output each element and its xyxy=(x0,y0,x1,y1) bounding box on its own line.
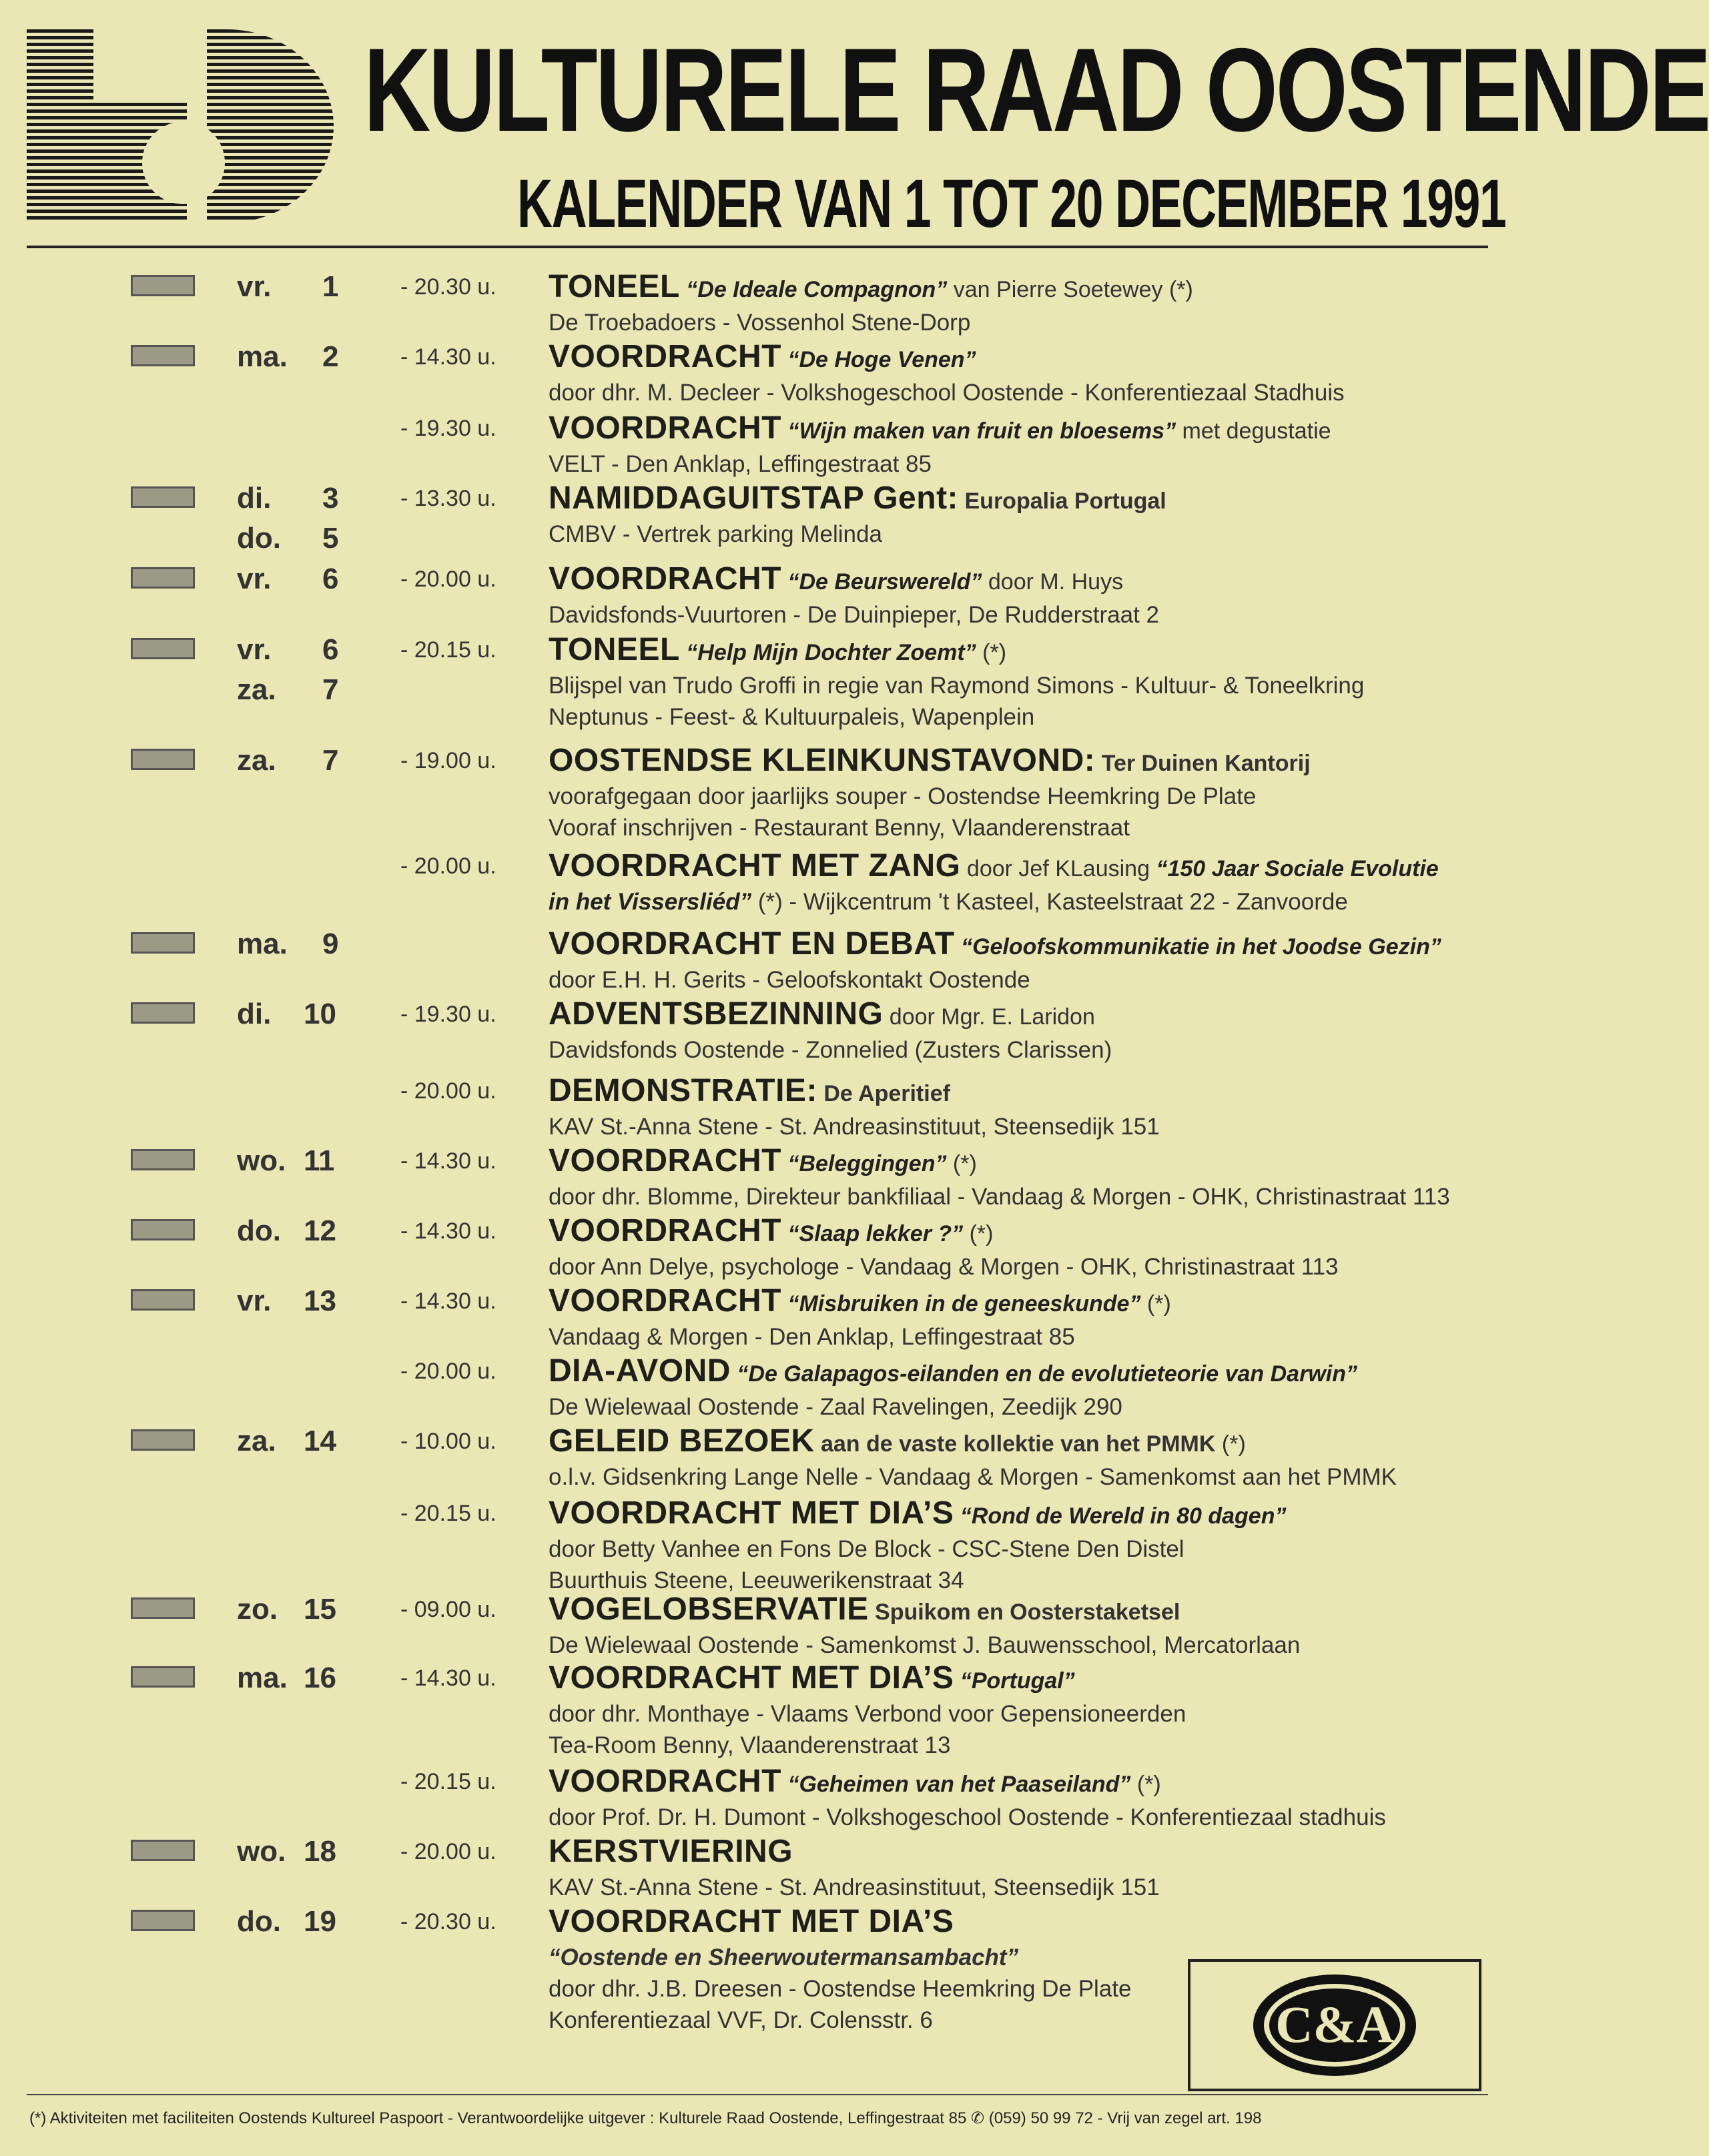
entry-date: 7 xyxy=(322,744,339,777)
entry-category: VOORDRACHT EN DEBAT xyxy=(549,926,955,962)
entry-weekday: di. xyxy=(237,482,272,514)
entry-extra: door Mgr. E. Laridon xyxy=(883,1004,1095,1030)
entry-date: 16 xyxy=(304,1662,336,1694)
entry-weekday: ma. xyxy=(237,928,288,960)
entry-detail: voorafgegaan door jaarlijks souper - Oostendse Heemkring De Plate xyxy=(549,783,1257,809)
entry-time: - 20.00 u. xyxy=(400,567,496,592)
entry-time: - 20.15 u. xyxy=(400,1769,496,1794)
entry-heading xyxy=(549,267,1193,310)
entry-extra: (*) xyxy=(946,1151,977,1176)
entry-heading xyxy=(549,559,1123,602)
entry-detail: door dhr. Blomme, Direkteur bankfiliaal - Vandaag & Morgen - OHK, Christinastraat 113 xyxy=(549,1184,1450,1210)
page-subtitle: KALENDER VAN 1 TOT 20 DECEMBER 1991 xyxy=(517,165,1506,242)
footer-note: (*) Aktiviteiten met faciliteiten Oostends Kultureel Paspoort - Verantwoordelijke uitgever : Kulturele Raad Oostende, Leffingestraat 85 ✆ (059) 50 99 72 - Vrij van zegel art. 198 xyxy=(29,2109,1262,2127)
entry-category: OOSTENDSE KLEINKUNSTAVOND: xyxy=(549,743,1096,778)
entry-time: - 19.00 u. xyxy=(400,748,496,773)
svg-text:C&A: C&A xyxy=(1275,1995,1394,2053)
entry-detail: KAV St.-Anna Stene - St. Andreasinstituut, Steensedijk 151 xyxy=(549,1114,1160,1140)
entry-weekday: za. xyxy=(237,744,276,777)
entry-detail: VELT - Den Anklap, Leffingestraat 85 xyxy=(549,451,932,477)
entry-weekday: zo. xyxy=(237,1593,278,1626)
date-marker-box xyxy=(131,1597,195,1619)
entry-heading xyxy=(549,1281,1171,1324)
entry-detail: door dhr. J.B. Dreesen - Oostendse Heemkring De Plate xyxy=(549,1976,1132,2002)
entry-speaker: door Jef KLausing xyxy=(960,856,1156,881)
entry-weekday: vr. xyxy=(237,563,272,595)
entry-detail: door Ann Delye, psychologe - Vandaag & Morgen - OHK, Christinastraat 113 xyxy=(549,1254,1339,1280)
entry-time: - 09.00 u. xyxy=(400,1597,496,1622)
entry-heading xyxy=(549,408,1331,451)
entry-extra: met degustatie xyxy=(1176,418,1331,444)
entry-detail: Davidsfonds-Vuurtoren - De Duinpieper, De Rudderstraat 2 xyxy=(549,602,1160,628)
entry-date: 6 xyxy=(322,633,339,666)
entry-heading xyxy=(549,1493,1286,1536)
entry-weekday-end: do. xyxy=(237,522,281,555)
entry-category: TONEEL xyxy=(549,269,680,304)
entry-detail xyxy=(549,886,1348,918)
entry-time: - 10.00 u. xyxy=(400,1429,496,1454)
entry-topic: “Rond de Wereld in 80 dagen” xyxy=(960,1503,1287,1529)
entry-time: - 14.30 u. xyxy=(400,1666,496,1691)
entry-detail: De Troebadoers - Vossenhol Stene-Dorp xyxy=(549,310,971,336)
entry-heading xyxy=(549,846,1439,889)
entry-topic: “Geloofskommunikatie in het Joodse Gezin” xyxy=(961,934,1441,960)
date-marker-box xyxy=(131,1002,195,1024)
entry-category: VOORDRACHT xyxy=(549,339,781,374)
entry-detail: De Wielewaal Oostende - Samenkomst J. Bauwensschool, Mercatorlaan xyxy=(549,1632,1301,1658)
page-title: KULTURELE RAAD OOSTENDE xyxy=(364,23,1709,156)
entry-weekday: di. xyxy=(237,998,272,1030)
entry-detail: Vooraf inschrijven - Restaurant Benny, Vlaanderenstraat xyxy=(549,815,1130,841)
date-marker-box xyxy=(131,1910,195,1931)
entry-detail: door dhr. M. Decleer - Volkshogeschool Oostende - Konferentiezaal Stadhuis xyxy=(549,380,1345,406)
entry-detail: door Betty Vanhee en Fons De Block - CSC-Stene Den Distel xyxy=(549,1536,1184,1562)
entry-detail: KAV St.-Anna Stene - St. Andreasinstituut, Steensedijk 151 xyxy=(549,1874,1160,1900)
entry-category: VOORDRACHT xyxy=(549,561,781,597)
entry-category: DEMONSTRATIE: xyxy=(549,1073,817,1108)
entry-category: VOORDRACHT MET DIA’S xyxy=(549,1495,954,1531)
entry-subject: Ter Duinen Kantorij xyxy=(1095,751,1311,776)
entry-heading xyxy=(549,478,1166,521)
entry-topic: “De Beurswereld” xyxy=(787,569,982,595)
date-marker-box xyxy=(131,749,195,770)
entry-topic: “Wijn maken van fruit en bloesems” xyxy=(787,418,1176,444)
entry-date: 13 xyxy=(304,1285,336,1317)
entry-category: VOORDRACHT xyxy=(549,1283,781,1319)
entry-topic: “Help Mijn Dochter Zoemt” xyxy=(686,640,976,665)
entry-extra: (*) xyxy=(976,640,1007,665)
date-marker-box xyxy=(131,1666,195,1688)
entry-heading xyxy=(549,741,1311,783)
entry-weekday: wo. xyxy=(237,1835,286,1868)
entry-topic: “Slaap lekker ?” xyxy=(787,1221,964,1246)
entry-detail: Konferentiezaal VVF, Dr. Colensstr. 6 xyxy=(549,2007,933,2033)
entry-topic: “Geheimen van het Paaseiland” xyxy=(787,1772,1131,1797)
entry-heading xyxy=(549,1762,1161,1804)
entry-heading xyxy=(549,924,1441,967)
entry-extra: van Pierre Soetewey (*) xyxy=(947,277,1193,302)
entry-detail: Davidsfonds Oostende - Zonnelied (Zusters Clarissen) xyxy=(549,1037,1112,1063)
entry-detail: Tea-Room Benny, Vlaanderenstraat 13 xyxy=(549,1732,951,1758)
entry-topic-cont: in het Vissersliéd” xyxy=(549,889,752,915)
entry-subject: De Aperitief xyxy=(817,1081,950,1106)
date-marker-box xyxy=(131,932,195,954)
entry-category: DIA-AVOND xyxy=(549,1353,731,1389)
entry-topic: “De Ideale Compagnon” xyxy=(686,277,948,302)
entry-heading xyxy=(549,1351,1357,1394)
entry-detail: Neptunus - Feest- & Kultuurpaleis, Wapenplein xyxy=(549,704,1035,730)
date-marker-box xyxy=(131,1219,195,1240)
entry-weekday: vr. xyxy=(237,1285,272,1317)
entry-heading xyxy=(549,337,976,380)
date-marker-box xyxy=(131,1840,195,1861)
entry-weekday: vr. xyxy=(237,270,272,303)
entry-heading xyxy=(549,1832,793,1874)
entry-weekday-end: za. xyxy=(237,673,276,706)
date-marker-box xyxy=(131,1149,195,1170)
entry-weekday: wo. xyxy=(237,1144,286,1177)
entry-topic: “De Hoge Venen” xyxy=(787,347,976,372)
entry-topic: “Beleggingen” xyxy=(787,1151,947,1176)
entry-category: KERSTVIERING xyxy=(549,1834,793,1869)
entry-weekday: vr. xyxy=(237,633,272,666)
entry-date: 11 xyxy=(304,1144,335,1177)
entry-extra: (*) xyxy=(1215,1431,1246,1457)
entry-detail: door E.H. H. Gerits - Geloofskontakt Oostende xyxy=(549,967,1030,993)
kulturele-raad-logo xyxy=(27,29,340,230)
entry-time: - 14.30 u. xyxy=(400,1289,496,1314)
entry-heading xyxy=(549,1902,954,1944)
entry-date: 3 xyxy=(322,482,339,514)
entry-category: TONEEL xyxy=(549,632,680,667)
entry-time: - 20.15 u. xyxy=(400,637,496,663)
date-marker-box xyxy=(131,345,195,366)
entry-detail: door dhr. Monthaye - Vlaams Verbond voor Gepensioneerden xyxy=(549,1701,1186,1727)
entry-extra: (*) xyxy=(963,1221,994,1246)
ca-logo xyxy=(1248,1970,1421,2081)
entry-category: VOORDRACHT MET ZANG xyxy=(549,848,961,883)
entry-heading xyxy=(549,1589,1180,1632)
entry-time: - 20.30 u. xyxy=(400,274,496,300)
entry-subject: Europalia Portugal xyxy=(958,488,1166,514)
entry-extra: (*) xyxy=(1130,1772,1161,1797)
entry-heading xyxy=(549,630,1006,673)
entry-category: VOGELOBSERVATIE xyxy=(549,1591,869,1627)
entry-detail: “Oostende en Sheerwoutermansambacht” xyxy=(549,1944,1019,1970)
entry-category: GELEID BEZOEK xyxy=(549,1423,815,1459)
date-marker-box xyxy=(131,567,195,589)
entry-time: - 20.15 u. xyxy=(400,1501,496,1526)
entry-heading xyxy=(549,1141,977,1184)
entry-weekday: do. xyxy=(237,1214,281,1247)
entry-time: - 20.00 u. xyxy=(400,1839,496,1864)
entry-date: 12 xyxy=(304,1214,336,1247)
entry-time: - 20.00 u. xyxy=(400,1078,496,1104)
entry-detail: Buurthuis Steene, Leeuwerikenstraat 34 xyxy=(549,1567,964,1593)
entry-topic: “Portugal” xyxy=(960,1668,1075,1694)
entry-weekday: ma. xyxy=(237,340,288,373)
entry-detail: De Wielewaal Oostende - Zaal Ravelingen, Zeedijk 290 xyxy=(549,1394,1122,1420)
entry-detail: door Prof. Dr. H. Dumont - Volkshogeschool Oostende - Konferentiezaal stadhuis xyxy=(549,1804,1386,1830)
entry-detail: Blijspel van Trudo Groffi in regie van Raymond Simons - Kultuur- & Toneelkring xyxy=(549,673,1365,699)
entry-category: NAMIDDAGUITSTAP Gent: xyxy=(549,480,959,516)
entry-time: - 19.30 u. xyxy=(400,416,496,441)
entry-topic: “Misbruiken in de geneeskunde” xyxy=(787,1291,1141,1317)
date-marker-box xyxy=(131,638,195,659)
entry-time: - 19.30 u. xyxy=(400,1002,496,1027)
entry-location: (*) - Wijkcentrum 't Kasteel, Kasteelstraat 22 - Zanvoorde xyxy=(751,889,1348,915)
entry-date: 1 xyxy=(322,270,339,303)
entry-time: - 14.30 u. xyxy=(400,344,496,370)
entry-time: - 20.00 u. xyxy=(400,853,496,879)
entry-date: 18 xyxy=(304,1835,336,1868)
entry-time: - 14.30 u. xyxy=(400,1218,496,1244)
entry-heading xyxy=(549,1421,1246,1464)
entry-detail: Vandaag & Morgen - Den Anklap, Leffingestraat 85 xyxy=(549,1324,1075,1350)
entry-heading xyxy=(549,1658,1075,1701)
entry-date: 6 xyxy=(322,563,339,595)
entry-category: ADVENTSBEZINNING xyxy=(549,996,884,1032)
entry-time: - 20.00 u. xyxy=(400,1359,496,1384)
entry-date: 9 xyxy=(322,928,339,960)
entry-subject: Spuikom en Oosterstaketsel xyxy=(868,1599,1180,1625)
entry-category: VOORDRACHT xyxy=(549,1213,781,1248)
entry-date: 10 xyxy=(304,998,336,1030)
entry-topic: “De Galapagos-eilanden en de evolutieteorie van Darwin” xyxy=(737,1361,1357,1387)
entry-heading xyxy=(549,994,1095,1037)
entry-detail: o.l.v. Gidsenkring Lange Nelle - Vandaag & Morgen - Samenkomst aan het PMMK xyxy=(549,1464,1397,1490)
entry-time: - 13.30 u. xyxy=(400,486,496,511)
entry-category: VOORDRACHT MET DIA’S xyxy=(549,1904,954,1939)
entry-heading xyxy=(549,1071,950,1114)
entry-extra: door M. Huys xyxy=(982,569,1124,595)
header-divider xyxy=(27,246,1488,248)
entry-category: VOORDRACHT MET DIA’S xyxy=(549,1660,954,1696)
date-marker-box xyxy=(131,1429,195,1451)
date-marker-box xyxy=(131,275,195,296)
entry-date: 2 xyxy=(322,340,339,373)
entry-time: - 14.30 u. xyxy=(400,1148,496,1174)
entry-weekday: za. xyxy=(237,1425,276,1457)
entry-extra: (*) xyxy=(1140,1291,1171,1317)
entry-date: 14 xyxy=(304,1425,336,1457)
entry-weekday: do. xyxy=(237,1905,281,1938)
date-marker-box xyxy=(131,486,195,508)
entry-weekday: ma. xyxy=(237,1662,288,1694)
entry-heading xyxy=(549,1211,993,1254)
entry-topic: “150 Jaar Sociale Evolutie xyxy=(1156,856,1439,881)
entry-detail: CMBV - Vertrek parking Melinda xyxy=(549,521,882,547)
entry-date: 19 xyxy=(304,1905,336,1938)
entry-date: 15 xyxy=(304,1593,336,1626)
entry-category: VOORDRACHT xyxy=(549,1143,781,1178)
entry-subject: aan de vaste kollektie van het PMMK xyxy=(814,1431,1216,1457)
footer-divider xyxy=(27,2094,1488,2095)
entry-category: VOORDRACHT xyxy=(549,410,781,446)
entry-time: - 20.30 u. xyxy=(400,1909,496,1934)
date-marker-box xyxy=(131,1289,195,1311)
entry-date-end: 5 xyxy=(322,522,339,555)
entry-category: VOORDRACHT xyxy=(549,1764,781,1799)
entry-date-end: 7 xyxy=(322,673,339,706)
